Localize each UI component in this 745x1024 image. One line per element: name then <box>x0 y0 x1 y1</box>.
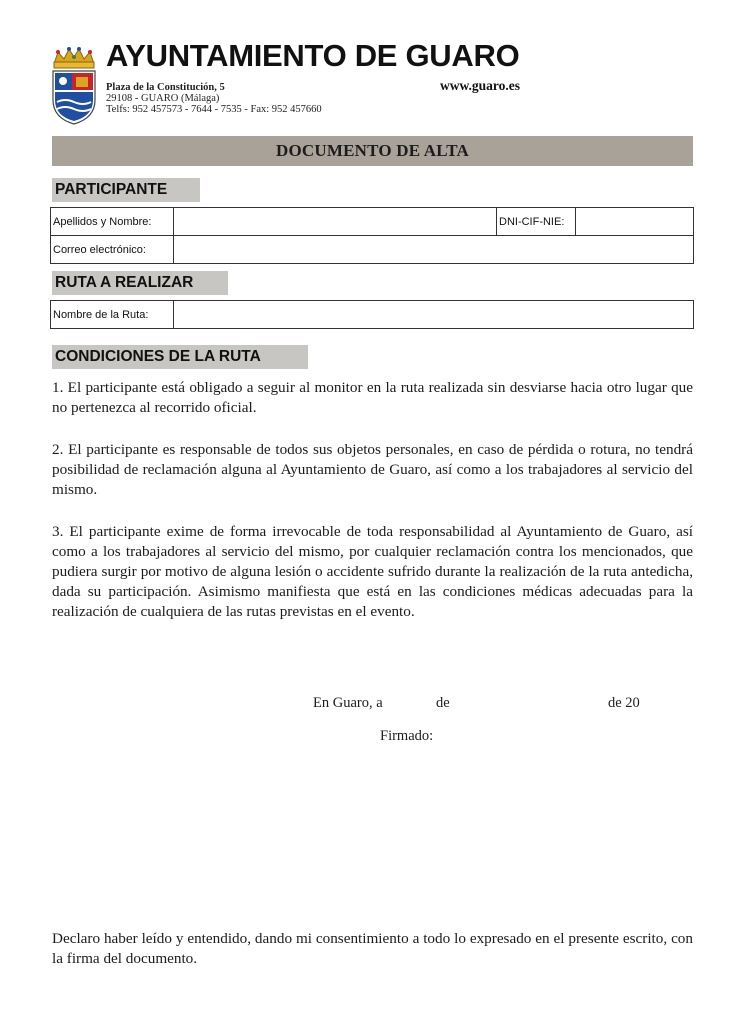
id-label: DNI-CIF-NIE: <box>497 208 576 236</box>
document-title: DOCUMENTO DE ALTA <box>276 141 469 160</box>
name-label: Apellidos y Nombre: <box>51 208 174 236</box>
section-heading-condiciones: CONDICIONES DE LA RUTA <box>52 345 308 369</box>
coat-of-arms-icon <box>50 44 98 126</box>
address-street: Plaza de la Constitución, 5 <box>106 82 225 93</box>
name-field[interactable] <box>174 208 497 236</box>
route-name-field[interactable] <box>174 301 694 329</box>
participant-form <box>50 207 694 264</box>
email-field[interactable] <box>174 236 694 264</box>
route-form <box>50 300 694 329</box>
email-label: Correo electrónico: <box>51 236 174 264</box>
condition-item-2: 2. El participante es responsable de todos sus objetos personales, en caso de pérdida o rotura, no tendrá posibilidad de reclamación alguna al Ayuntamiento de Guaro, así como a los trabajadores al servicio del mismo. <box>52 441 693 498</box>
website-link[interactable]: www.guaro.es <box>440 78 521 93</box>
condition-item-3: 3. El participante exime de forma irrevocable de toda responsabilidad al Ayuntamiento de Guaro, así como a los trabajadores al servicio del mismo, por cualquier reclamación contra los mencionados, que pudiera surgir por motivo de alguna lesión o accidente sufrido durante la realización de la ruta antedicha, dada su participación. Asimismo manifiesta que está en las condiciones médicas adecuadas para la realización de cualquiera de las rutas previstas en el evento. <box>52 523 693 620</box>
address-phones: Telfs: 952 457573 - 7644 - 7535 - Fax: 952 457660 <box>106 104 322 115</box>
route-name-label: Nombre de la Ruta: <box>51 301 174 329</box>
signature-date-de: de <box>436 695 450 711</box>
section-heading-ruta: RUTA A REALIZAR <box>52 271 228 295</box>
section-heading-participante: PARTICIPANTE <box>52 178 200 202</box>
signature-place: En Guaro, a <box>313 695 383 711</box>
condition-item-1: 1. El participante está obligado a seguir al monitor en la ruta realizada sin desviarse hacia otro lugar que no pertenezca al recorrido oficial. <box>52 379 693 416</box>
id-field[interactable] <box>576 208 694 236</box>
signature-label: Firmado: <box>380 728 434 744</box>
organization-name: AYUNTAMIENTO DE GUARO <box>106 38 520 73</box>
consent-declaration: Declaro haber leído y entendido, dando mi consentimiento a todo lo expresado en el presente escrito, con la firma del documento. <box>52 930 693 967</box>
document-title-bar <box>52 136 693 166</box>
signature-date-year: de 20 <box>608 695 640 711</box>
address-city: 29108 - GUARO (Málaga) <box>106 93 220 104</box>
